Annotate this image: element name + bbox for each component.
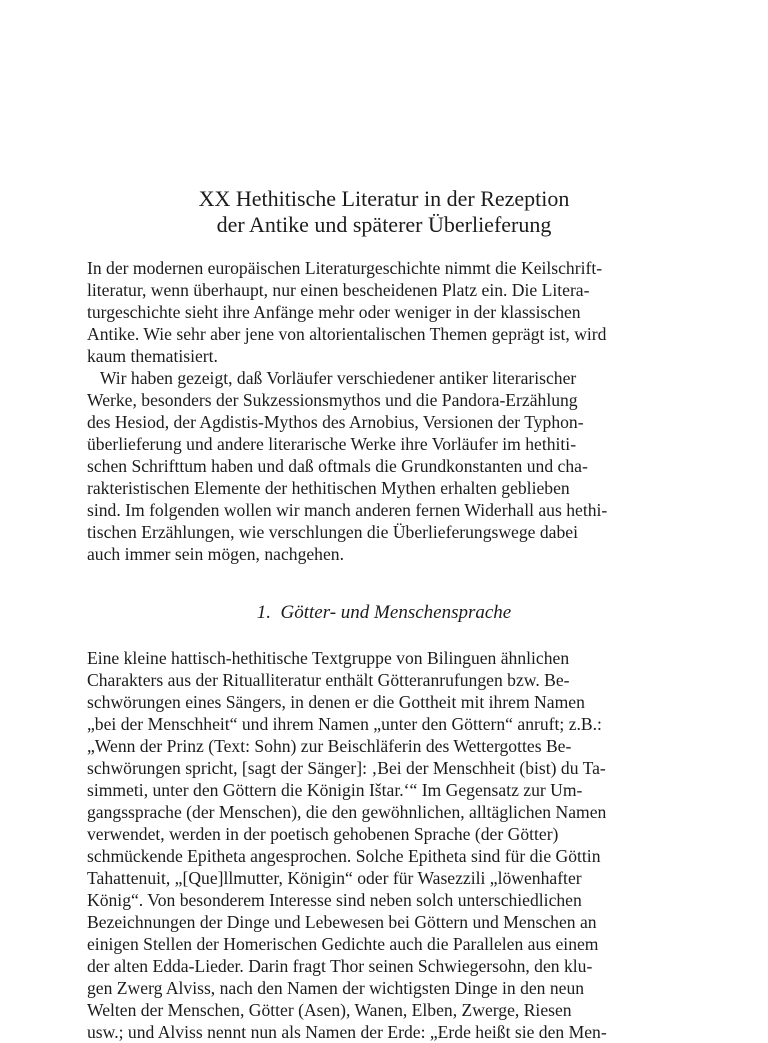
text-line: einigen Stellen der Homerischen Gedichte auch die Parallelen aus einem — [87, 934, 599, 954]
text-line: Bezeichnungen der Dinge und Lebewesen bei Göttern und Menschen an — [87, 912, 597, 932]
text-line: überlieferung und andere literarische Werke ihre Vorläufer im hethiti- — [87, 434, 577, 454]
text-line: usw.; und Alviss nennt nun als Namen der Erde: „Erde heißt sie den Men- — [87, 1022, 607, 1042]
section-body — [87, 647, 681, 1043]
text-line: sind. Im folgenden wollen wir manch anderen fernen Widerhall aus hethi- — [87, 500, 608, 520]
text-line: der alten Edda-Lieder. Darin fragt Thor seinen Schwiegersohn, den klu- — [87, 956, 593, 976]
text-line: tischen Erzählungen, wie verschlungen die Überlieferungswege dabei — [87, 522, 578, 542]
text-line: „bei der Menschheit“ und ihrem Namen „unter den Göttern“ anruft; z.B.: — [87, 714, 602, 734]
text-line: literatur, wenn überhaupt, nur einen bescheidenen Platz ein. Die Litera- — [87, 280, 590, 300]
text-line: Charakters aus der Ritualliteratur enthält Götteranrufungen bzw. Be- — [87, 670, 570, 690]
text-line: gen Zwerg Alviss, nach den Namen der wichtigsten Dinge in den neun — [87, 978, 585, 998]
text-line: Tahattenuit, „[Que]llmutter, Königin“ oder für Wasezzili „löwenhafter — [87, 868, 582, 888]
chapter-title-line-2: der Antike und späterer Überlieferung — [216, 212, 552, 237]
text-line: schmückende Epitheta angesprochen. Solche Epitheta sind für die Göttin — [87, 846, 601, 866]
text-line: Eine kleine hattisch-hethitische Textgruppe von Bilinguen ähnlichen — [87, 648, 570, 668]
text-line: verwendet, werden in der poetisch gehobenen Sprache (der Götter) — [87, 824, 559, 844]
text-line: schen Schrifttum haben und daß oftmals die Grundkonstanten und cha- — [87, 456, 588, 476]
text-line: König“. Von besonderem Interesse sind neben solch unterschiedlichen — [87, 890, 582, 910]
text-line: Welten der Menschen, Götter (Asen), Wanen, Elben, Zwerge, Riesen — [87, 1000, 572, 1020]
text-line: auch immer sein mögen, nachgehen. — [87, 544, 344, 564]
text-line: kaum thematisiert. — [87, 346, 218, 366]
text-line: gangssprache (der Menschen), die den gewöhnlichen, alltäglichen Namen — [87, 802, 607, 822]
text-line: schwörungen spricht, [sagt der Sänger]: ‚Bei der Menschheit (bist) du Ta- — [87, 758, 606, 778]
text-line: „Wenn der Prinz (Text: Sohn) zur Beischläferin des Wettergottes Be- — [87, 736, 572, 756]
chapter-title-line-1: XX Hethitische Literatur in der Rezeption — [198, 186, 570, 211]
section-title: 1. Götter- und Menschensprache — [256, 602, 512, 623]
text-line: rakteristischen Elemente der hethitischen Mythen erhalten geblieben — [87, 478, 570, 498]
text-line: In der modernen europäischen Literaturgeschichte nimmt die Keilschrift- — [87, 258, 603, 278]
text-line: Wir haben gezeigt, daß Vorläufer verschiedener antiker literarischer — [87, 368, 577, 388]
text-line: schwörungen eines Sängers, in denen er die Gottheit mit ihrem Namen — [87, 692, 585, 712]
chapter-title — [0, 186, 768, 238]
text-line: simmeti, unter den Göttern die Königin Ištar.‘“ Im Gegensatz zur Um- — [87, 780, 583, 800]
text-line: des Hesiod, der Agdistis-Mythos des Arnobius, Versionen der Typhon- — [87, 412, 584, 432]
text-line: Antike. Wie sehr aber jene von altorientalischen Themen geprägt ist, wird — [87, 324, 607, 344]
intro-paragraphs — [87, 257, 681, 565]
text-line: Werke, besonders der Sukzessionsmythos und die Pandora-Erzählung — [87, 390, 578, 410]
text-line: turgeschichte sieht ihre Anfänge mehr oder weniger in der klassischen — [87, 302, 581, 322]
